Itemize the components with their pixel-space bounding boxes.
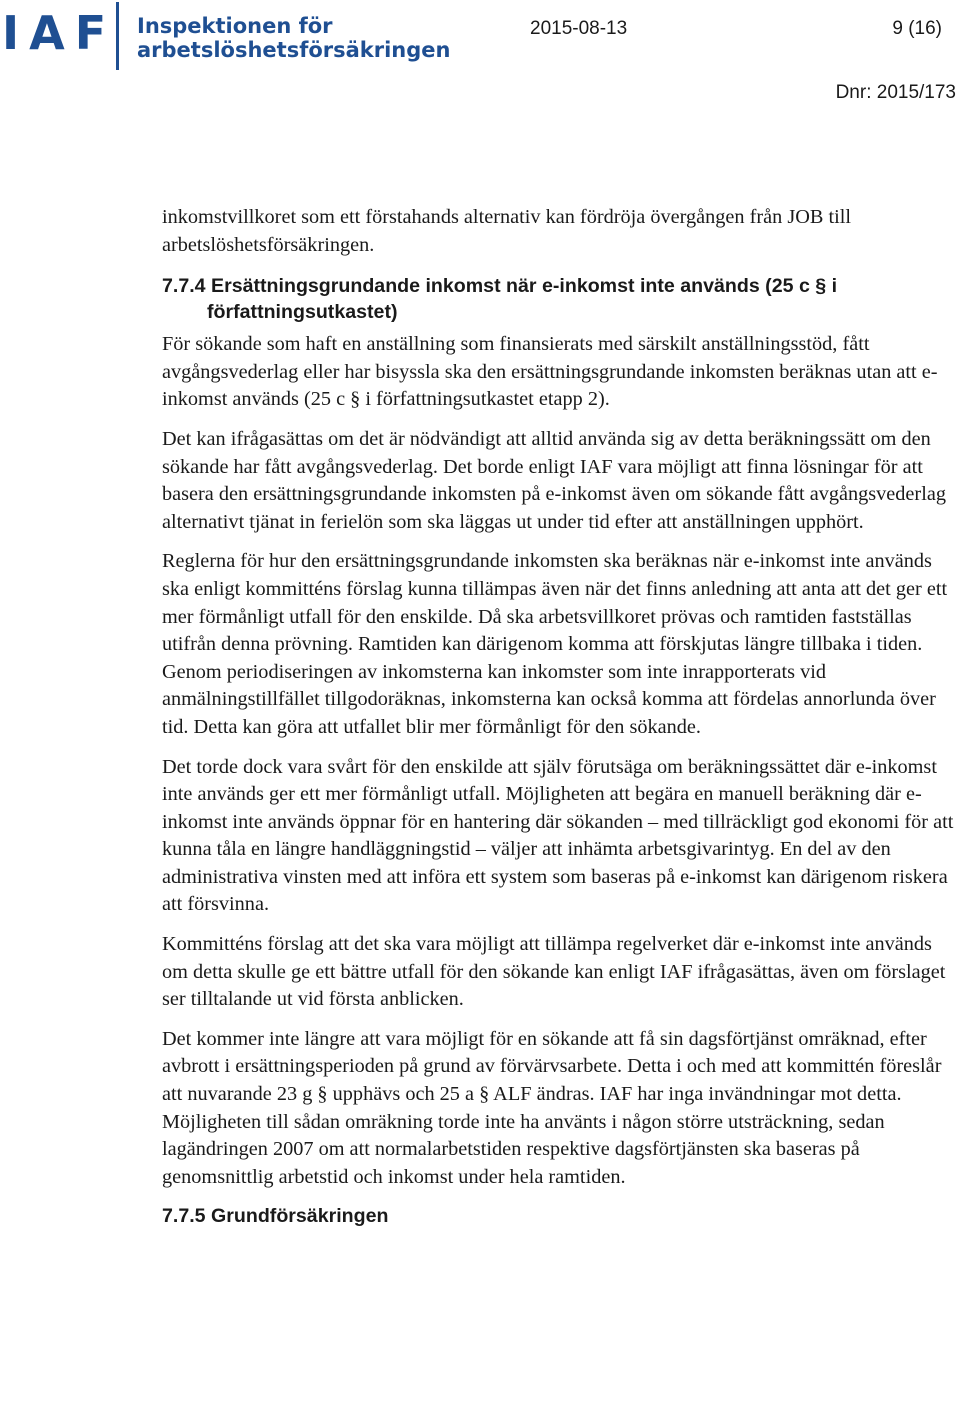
logo-abbreviation: IAF xyxy=(2,6,117,60)
registration-number: Dnr: 2015/173 xyxy=(835,82,956,103)
intro-paragraph: inkomstvillkoret som ett förstahands alternativ kan fördröja övergången från JOB till arbetslöshetsförsäkringen. xyxy=(162,206,852,256)
paragraph-3: Reglerna för hur den ersättningsgrundande inkomsten ska beräknas när e-inkomst inte används ska enligt kommitténs förslag kunna tillämpas även när det finns anledning att anta att det ger ett mer förmånligt utfall för den enskilde. Då ska arbetsvillkoret prövas och ramtiden fastställas utifrån denna prövning. Ramtiden kan därigenom komma att förskjutas längre tillbaka i tiden. Genom periodiseringen av inkomsterna kan inkomster som inte inrapporterats vid anmälningstillfället tillgodoräknas, inkomsterna kan också komma att fördelas annorlunda över tid. Detta kan göra att utfallet blir mer förmånligt för den sökande. xyxy=(162,550,948,738)
paragraph-1: För sökande som haft en anställning som finansierats med särskilt anställningsstöd, fått avgångsvederlag eller har bisyssla ska den ersättningsgrundande inkomsten beräknas utan att e-inkomst används (25 c § i författningsutkastet etapp 2). xyxy=(162,333,938,411)
section-heading-7-7-5: 7.7.5 Grundförsäkringen xyxy=(162,1205,389,1228)
paragraph-6: Det kommer inte längre att vara möjligt för en sökande att få sin dagsförtjänst omräknad, efter avbrott i ersättningsperioden på grund av förvärvsarbete. Detta i och med att kommittén föreslår att nuvarande 23 g § upphävs och 25 a § ALF ändras. IAF har inga invändningar mot detta. Möjligheten till sådan omräkning torde inte ha använts i någon större utsträckning, sedan lagändringen 2007 om att normalarbetstiden respektive dagsförtjänsten ska baseras på genomsnittlig arbetstid och inkomst under hela ramtiden. xyxy=(162,1027,942,1188)
document-body xyxy=(162,204,958,1229)
logo-divider xyxy=(116,2,119,70)
section-heading-line-2: författningsutkastet) xyxy=(207,301,398,324)
section-heading-7-7-4 xyxy=(162,273,958,325)
paragraph-4: Det torde dock vara svårt för den enskilde att själv förutsäga om beräkningssättet där e-inkomst inte används ger ett mer förmånligt utfall. Möjligheten att begära en manuell beräkning där e-inkomst inte används öppnar för en hantering där sökanden – med tillräckligt god ekonomi för att kunna tåla en längre handläggningstid – väljer att inhämta arbetsgivarintyg. En del av den administrativa vinsten med att införa ett system som baseras på e-inkomst kan därigenom riskera att försvinna. xyxy=(162,755,954,916)
page-number: 9 (16) xyxy=(892,18,942,39)
logo-name-line-1: Inspektionen för xyxy=(137,14,333,38)
logo-name-line-2: arbetslöshetsförsäkringen xyxy=(137,38,451,62)
paragraph-5: Kommitténs förslag att det ska vara möjligt att tillämpa regelverket där e-inkomst inte används om detta skulle ge ett bättre utfall för den sökande kan enligt IAF ifrågasättas, även om förslaget ser tilltalande ut vid första anblicken. xyxy=(162,933,946,1011)
document-date: 2015-08-13 xyxy=(530,18,628,39)
iaf-logo xyxy=(0,0,451,72)
section-heading-line-1: 7.7.4 Ersättningsgrundande inkomst när e-inkomst inte används (25 c § i xyxy=(162,275,838,298)
paragraph-2: Det kan ifrågasättas om det är nödvändigt att alltid använda sig av detta beräkningssätt om den sökande har fått avgångsvederlag. Det borde enligt IAF vara möjligt att finna lösningar för att basera den ersättningsgrundande inkomsten på e-inkomst även om sökande fått avgångsvederlag alternativt tjänat in ferielön som ska läggas ut under tid efter att anställningen upphört. xyxy=(162,427,946,533)
